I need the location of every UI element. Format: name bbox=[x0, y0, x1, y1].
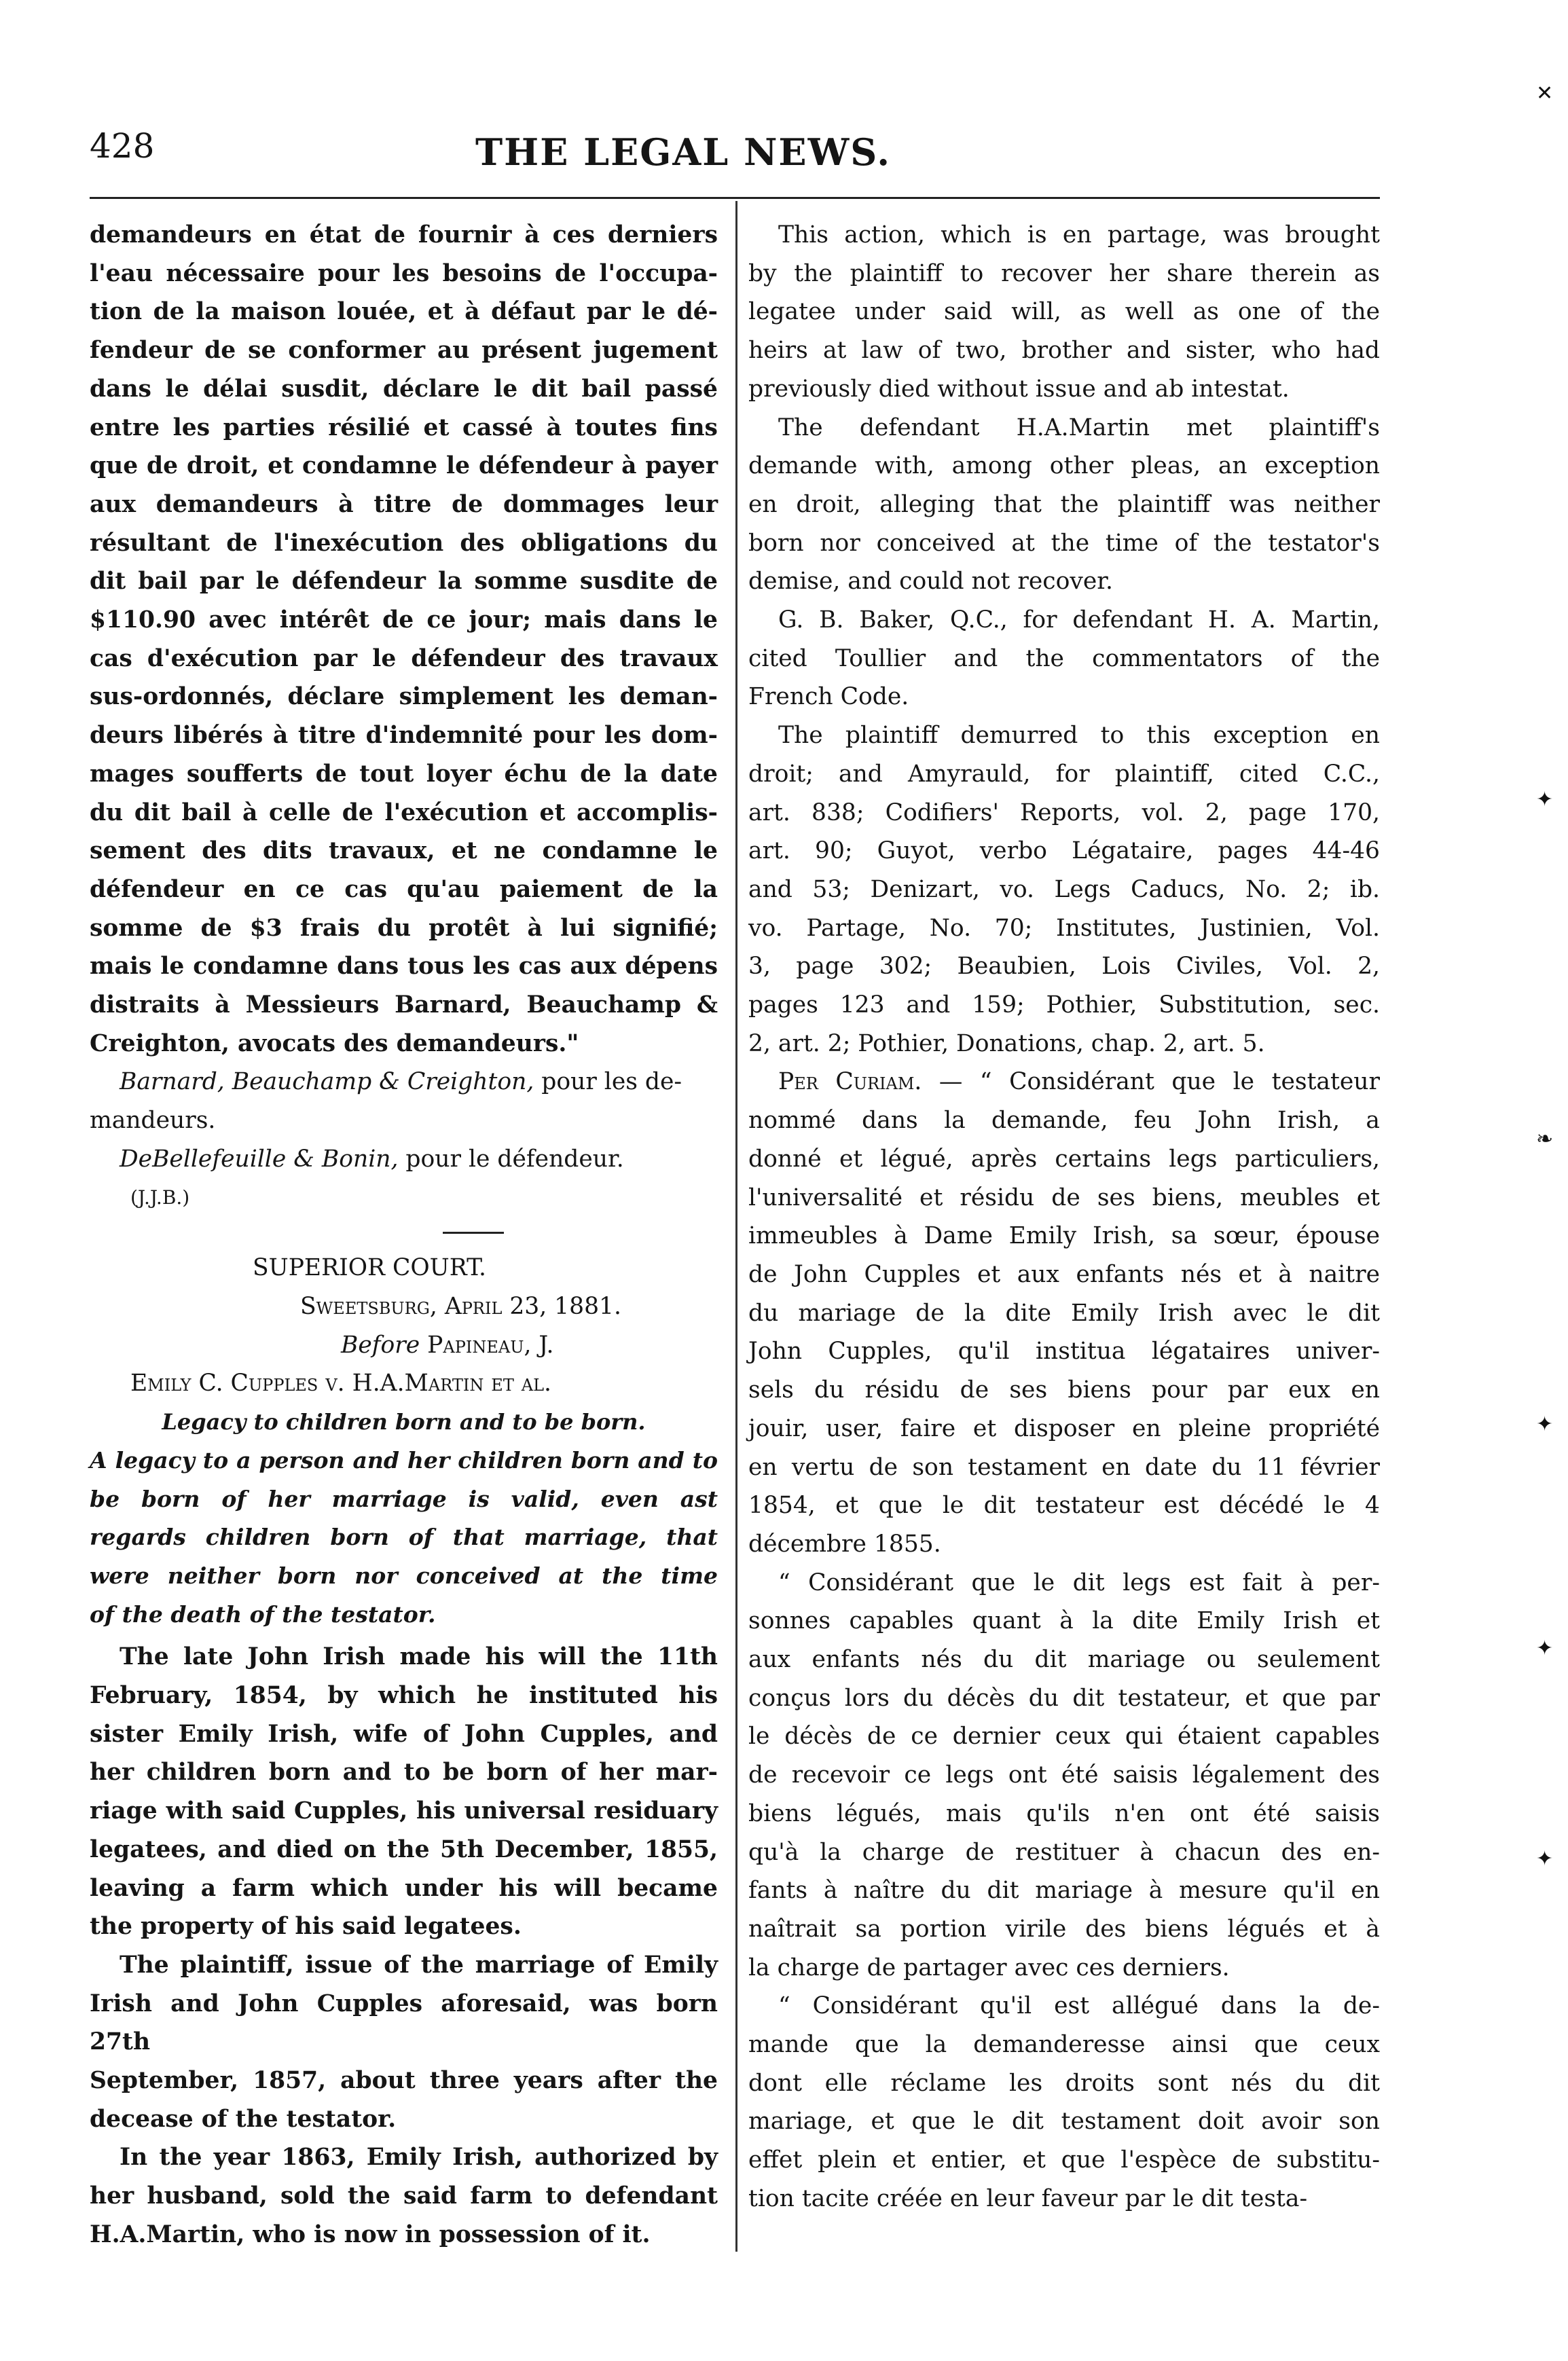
text-line: legatees, and died on the 5th December, 1855, bbox=[90, 1835, 718, 1863]
text-line: droit; and Amyrauld, for plaintiff, cited C.C., bbox=[748, 760, 1380, 788]
judgment-continuation bbox=[90, 216, 718, 1063]
text-line: aux demandeurs à titre de dommages leur bbox=[90, 490, 718, 518]
text-line: fants à naître du dit mariage à mesure qu'il en bbox=[748, 1877, 1380, 1905]
text-line: G. B. Baker, Q.C., for defendant H. A. Martin, bbox=[778, 606, 1380, 634]
text-line: her children born and to be born of her mar- bbox=[90, 1759, 718, 1787]
text-line: que de droit, et condamne le défendeur à payer bbox=[90, 452, 718, 480]
per-curiam-paragraph bbox=[748, 1063, 1380, 1563]
text-line: dit bail par le défendeur la somme susdite de bbox=[90, 568, 718, 596]
text-line: “ Considérant qu'il est allégué dans la de- bbox=[778, 1992, 1380, 2020]
reporter-initials: (J.J.B.) bbox=[130, 1186, 190, 1209]
demurrer-paragraph bbox=[748, 716, 1380, 1063]
text-line: cas d'exécution par le défendeur des travaux bbox=[90, 644, 718, 672]
facts-paragraph-2 bbox=[90, 1946, 718, 2139]
text-line: and 53; Denizart, vo. Legs Caducs, No. 2; ib. bbox=[748, 875, 1380, 903]
text-line: previously died without issue and ab intestat. bbox=[748, 375, 1290, 403]
text-line: sus-ordonnés, déclare simplement les deman- bbox=[90, 683, 718, 711]
text-line: le décès de ce dernier ceux qui étaient capables bbox=[748, 1723, 1380, 1751]
margin-mark: ✦ bbox=[1536, 1636, 1554, 1660]
considerant-paragraph-3 bbox=[748, 1987, 1380, 2218]
text-line: dans le délai susdit, déclare le dit bail passé bbox=[90, 375, 718, 403]
defendant-counsel-paragraph bbox=[748, 601, 1380, 716]
text-line: fendeur de se conformer au présent jugement bbox=[90, 337, 718, 365]
per-curiam-label: Per Curiam. bbox=[778, 1068, 922, 1096]
header-rule bbox=[90, 197, 1380, 199]
text-line: conçus lors du décès du dit testateur, et que par bbox=[748, 1684, 1380, 1712]
text-line: mais le condamne dans tous les cas aux dépens bbox=[90, 953, 718, 981]
text-line: sister Emily Irish, wife of John Cupples, and bbox=[90, 1720, 718, 1748]
text-line: nommé dans la demande, feu John Irish, a bbox=[748, 1107, 1380, 1135]
text-line: 3, page 302; Beaubien, Lois Civiles, Vol. 2, bbox=[748, 953, 1380, 981]
text-line: $110.90 avec intérêt de ce jour; mais dans le bbox=[90, 606, 718, 634]
margin-mark: ❧ bbox=[1536, 1127, 1554, 1151]
headnote-line: regards children born of that marriage, that bbox=[90, 1524, 718, 1551]
counsel-defendant bbox=[90, 1140, 718, 1179]
text-line: art. 838; Codifiers' Reports, vol. 2, page 170, bbox=[748, 799, 1380, 826]
judge-name: Papineau, J. bbox=[420, 1331, 554, 1359]
text-line: l'universalité et résidu de ses biens, meubles et bbox=[748, 1184, 1380, 1211]
judge-line bbox=[90, 1326, 718, 1365]
text-line: tion tacite créée en leur faveur par le dit testa- bbox=[748, 2184, 1308, 2212]
text-line: French Code. bbox=[748, 683, 909, 711]
text-line: “ Considérant que le dit legs est fait à per- bbox=[778, 1569, 1380, 1596]
case-parties: Emily C. Cupples v. H.A.Martin et al. bbox=[130, 1370, 552, 1397]
facts-paragraph-3 bbox=[90, 2138, 718, 2254]
text-line: pages 123 and 159; Pothier, Substitution, sec. bbox=[748, 991, 1380, 1019]
text-line: legatee under said will, as well as one of the bbox=[748, 298, 1380, 326]
running-head: THE LEGAL NEWS. bbox=[475, 130, 892, 174]
text-line: l'eau nécessaire pour les besoins de l'occupa- bbox=[90, 259, 718, 287]
text-line: effet plein et entier, et que l'espèce de substitu- bbox=[748, 2146, 1380, 2174]
margin-mark: ✦ bbox=[1536, 1412, 1554, 1436]
text-line: The late John Irish made his will the 11th bbox=[120, 1643, 718, 1671]
page-number: 428 bbox=[90, 126, 155, 166]
text-line: en vertu de son testament en date du 11 février bbox=[748, 1453, 1380, 1481]
text-line: mande que la demanderesse ainsi que ceux bbox=[748, 2031, 1380, 2059]
text-line: distraits à Messieurs Barnard, Beauchamp & bbox=[90, 991, 718, 1019]
text-line: sels du résidu de ses biens pour par eux en bbox=[748, 1376, 1380, 1404]
text-line: February, 1854, by which he instituted his bbox=[90, 1682, 718, 1710]
place-date: Sweetsburg, April 23, 1881. bbox=[300, 1292, 621, 1320]
headnote-line: be born of her marriage is valid, even ast bbox=[90, 1485, 718, 1512]
text-line: In the year 1863, Emily Irish, authorized by bbox=[120, 2144, 718, 2172]
text-line: Creighton, avocats des demandeurs." bbox=[90, 1029, 579, 1057]
text-line: résultant de l'inexécution des obligations du bbox=[90, 529, 718, 557]
counsel-plaintiff-role: pour les de- bbox=[534, 1068, 682, 1096]
text-line: demande with, among other pleas, an exception bbox=[748, 452, 1380, 480]
considerant-paragraph-2 bbox=[748, 1564, 1380, 1988]
before-word: Before bbox=[341, 1331, 420, 1359]
headnote-line: were neither born nor conceived at the time bbox=[90, 1562, 718, 1589]
text-line: riage with said Cupples, his universal residuary bbox=[90, 1797, 718, 1825]
text-line: aux enfants nés du dit mariage ou seulement bbox=[748, 1646, 1380, 1674]
counsel-plaintiff-names: Barnard, Beauchamp & Creighton, bbox=[120, 1068, 534, 1096]
margin-mark: ✕ bbox=[1536, 81, 1554, 105]
text-line: de John Cupples et aux enfants nés et à naitre bbox=[748, 1260, 1380, 1288]
section-separator bbox=[443, 1232, 504, 1234]
text-line: du dit bail à celle de l'exécution et accomplis- bbox=[90, 799, 718, 826]
text-line-rest: — “ Considérant que le testateur bbox=[922, 1068, 1380, 1096]
headnote-line: of the death of the testator. bbox=[90, 1600, 436, 1628]
text-line: entre les parties résilié et cassé à toutes fins bbox=[90, 414, 718, 441]
column-divider bbox=[735, 201, 737, 2252]
text-line: her husband, sold the said farm to defendant bbox=[90, 2182, 718, 2210]
text-line: la charge de partager avec ces derniers. bbox=[748, 1954, 1230, 1981]
text-line: September, 1857, about three years after the bbox=[90, 2067, 718, 2095]
text-line: défendeur en ce cas qu'au paiement de la bbox=[90, 875, 718, 903]
text-line: sement des dits travaux, et ne condamne le bbox=[90, 837, 718, 865]
text-line: born nor conceived at the time of the testator's bbox=[748, 529, 1380, 557]
text-line: art. 90; Guyot, verbo Légataire, pages 44-46 bbox=[748, 837, 1380, 865]
text-line: decease of the testator. bbox=[90, 2105, 397, 2133]
text-line: mages soufferts de tout loyer échu de la date bbox=[90, 760, 718, 788]
action-paragraph bbox=[748, 216, 1380, 409]
text-line: jouir, user, faire et disposer en pleine propriété bbox=[748, 1414, 1380, 1442]
text-line: by the plaintiff to recover her share therein as bbox=[748, 259, 1380, 287]
left-column bbox=[90, 216, 718, 2254]
text-line: dont elle réclame les droits sont nés du dit bbox=[748, 2069, 1380, 2097]
text-line: demandeurs en état de fournir à ces derniers bbox=[90, 221, 718, 249]
text-line: vo. Partage, No. 70; Institutes, Justinien, Vol. bbox=[748, 914, 1380, 942]
counsel-plaintiff-cont: mandeurs. bbox=[90, 1107, 216, 1135]
text-line: naîtrait sa portion virile des biens légués et à bbox=[748, 1915, 1380, 1943]
court-heading: SUPERIOR COURT. bbox=[253, 1254, 486, 1282]
text-line: somme de $3 frais du protêt à lui signifié; bbox=[90, 914, 718, 942]
text-line: sonnes capables quant à la dite Emily Irish et bbox=[748, 1607, 1380, 1635]
margin-mark: ✦ bbox=[1536, 1847, 1554, 1871]
margin-mark: ✦ bbox=[1536, 788, 1554, 811]
text-line: heirs at law of two, brother and sister, who had bbox=[748, 337, 1380, 365]
text-line: mariage, et que le dit testament doit avoir son bbox=[748, 2108, 1380, 2136]
counsel-defendant-names: DeBellefeuille & Bonin, bbox=[120, 1145, 399, 1173]
text-line bbox=[748, 1063, 1380, 1101]
text-line: du mariage de la dite Emily Irish avec le dit bbox=[748, 1299, 1380, 1327]
text-line: deurs libérés à titre d'indemnité pour les dom- bbox=[90, 722, 718, 750]
text-line: donné et légué, après certains legs particuliers, bbox=[748, 1145, 1380, 1173]
text-line: de recevoir ce legs ont été saisis légalement des bbox=[748, 1761, 1380, 1789]
counsel-defendant-role: pour le défendeur. bbox=[398, 1145, 624, 1173]
text-line: The plaintiff demurred to this exception en bbox=[778, 722, 1380, 750]
text-line: This action, which is en partage, was brought bbox=[778, 221, 1380, 249]
case-subject: Legacy to children born and to be born. bbox=[162, 1409, 646, 1435]
text-line: The plaintiff, issue of the marriage of Emily bbox=[120, 1951, 718, 1979]
text-line: John Cupples, qu'il institua légataires univer- bbox=[748, 1338, 1380, 1366]
text-line: the property of his said legatees. bbox=[90, 1913, 522, 1941]
text-line: 2, art. 2; Pothier, Donations, chap. 2, art. 5. bbox=[748, 1029, 1265, 1057]
counsel-plaintiff bbox=[90, 1063, 718, 1101]
facts-paragraph-1 bbox=[90, 1638, 718, 1946]
text-line: The defendant H.A.Martin met plaintiff's bbox=[778, 414, 1380, 441]
text-line: H.A.Martin, who is now in possession of it. bbox=[90, 2220, 651, 2248]
text-line: biens légués, mais qu'ils n'en ont été saisis bbox=[748, 1799, 1380, 1827]
text-line: demise, and could not recover. bbox=[748, 568, 1113, 596]
headnote bbox=[90, 1442, 718, 1634]
right-column bbox=[748, 216, 1380, 2218]
text-line: tion de la maison louée, et à défaut par le dé- bbox=[90, 298, 718, 326]
text-line: décembre 1855. bbox=[748, 1530, 941, 1558]
text-line: immeubles à Dame Emily Irish, sa sœur, épouse bbox=[748, 1222, 1380, 1250]
headnote-line: A legacy to a person and her children born and to bbox=[90, 1446, 718, 1474]
text-line: en droit, alleging that the plaintiff was neither bbox=[748, 490, 1380, 518]
text-line: Irish and John Cupples aforesaid, was born 27th bbox=[90, 1990, 718, 2056]
text-line: cited Toullier and the commentators of the bbox=[748, 644, 1380, 672]
text-line: qu'à la charge de restituer à chacun des en- bbox=[748, 1838, 1380, 1866]
defence-paragraph bbox=[748, 409, 1380, 602]
text-line: leaving a farm which under his will became bbox=[90, 1874, 718, 1902]
text-line: 1854, et que le dit testateur est décédé le 4 bbox=[748, 1492, 1380, 1520]
